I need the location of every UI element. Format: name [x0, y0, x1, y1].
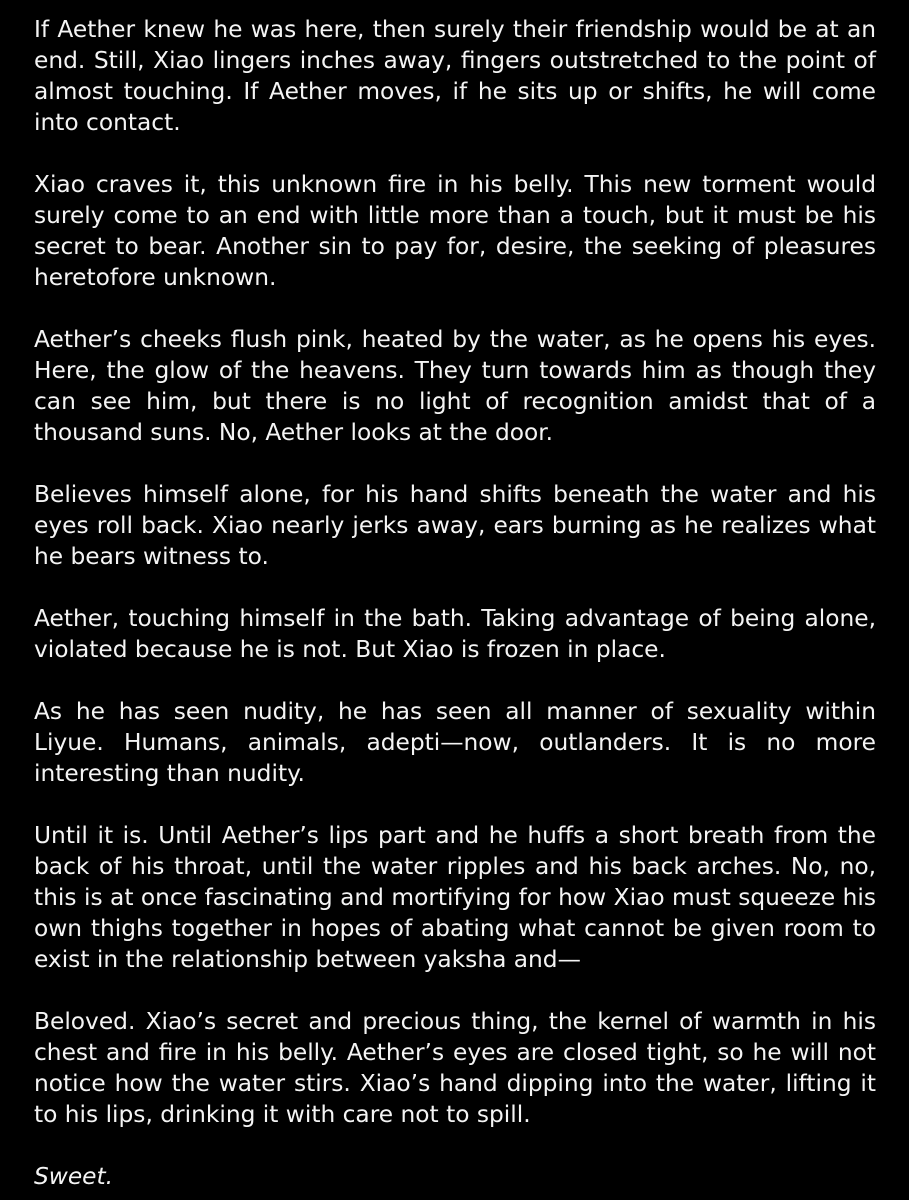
- paragraph-5: Aether, touching himself in the bath. Taking advantage of being alone, violated because he is not. But Xiao is frozen in place.: [34, 605, 876, 663]
- paragraph-7: Until it is. Until Aether’s lips part and he huffs a short breath from the back of his throat, until the water ripples and his back arches. No, no, this is at once fascinating and mortifying for how Xiao must squeeze his own thighs together in hopes of abating what cannot be given room to exist in the relationship between yaksha and—: [34, 822, 876, 973]
- paragraph-6: As he has seen nudity, he has seen all manner of sexuality within Liyue. Humans, animals, adepti—now, outlanders. It is no more interesting than nudity.: [34, 698, 876, 787]
- paragraph-4: Believes himself alone, for his hand shifts beneath the water and his eyes roll back. Xiao nearly jerks away, ears burning as he realizes what he bears witness to.: [34, 481, 876, 570]
- paragraph-1: If Aether knew he was here, then surely their friendship would be at an end. Still, Xiao lingers inches away, fingers outstretched to the point of almost touching. If Aether moves, if he sits up or shifts, he will come into contact.: [34, 16, 876, 136]
- paragraph-8: Beloved. Xiao’s secret and precious thing, the kernel of warmth in his chest and fire in his belly. Aether’s eyes are closed tight, so he will not notice how the water stirs. Xiao’s hand dipping into the water, lifting it to his lips, drinking it with care not to spill.: [34, 1008, 876, 1128]
- paragraph-3: Aether’s cheeks flush pink, heated by the water, as he opens his eyes. Here, the glow of the heavens. They turn towards him as though they can see him, but there is no light of recognition amidst that of a thousand suns. No, Aether looks at the door.: [34, 326, 876, 446]
- paragraph-2: Xiao craves it, this unknown fire in his belly. This new torment would surely come to an end with little more than a touch, but it must be his secret to bear. Another sin to pay for, desire, the seeking of pleasures heretofore unknown.: [34, 171, 876, 291]
- story-text: [34, 14, 876, 1192]
- closing-line: Sweet.: [34, 1163, 114, 1190]
